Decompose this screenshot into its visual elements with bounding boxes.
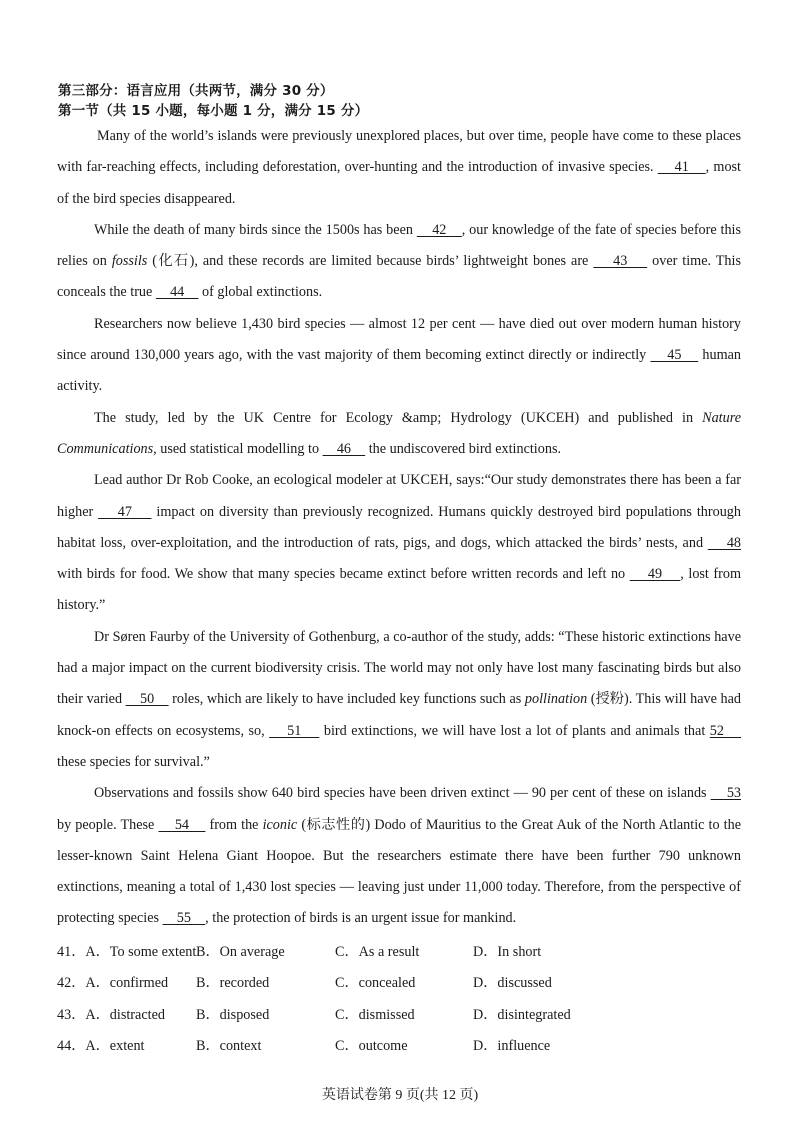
option-d: D．influence [473, 1037, 551, 1054]
blank-54: 54 [158, 816, 206, 833]
blank-45: 45 [650, 347, 699, 364]
text: the undiscovered bird extinctions. [365, 440, 562, 457]
page-footer: 英语试卷第 9 页(共 12 页) [321, 1088, 479, 1103]
option-b: B．recorded [196, 975, 270, 992]
option-b: B．context [196, 1037, 262, 1054]
blank-51: 51 [269, 722, 320, 739]
text: roles, which are likely to have included key functions such as [168, 691, 525, 708]
text: , used statistical modelling to [153, 440, 323, 457]
paragraph-3 [57, 309, 741, 403]
text: (化石), and these records are limited because birds’ lightweight bones are [147, 253, 594, 270]
journal-name: Nature Communications [57, 409, 741, 457]
term-pollination: pollination [524, 691, 588, 708]
text: by people. These [57, 816, 159, 833]
text: Many of the world’s islands were previously unexplored places, but over time, people have come to these places with far-reaching effects, including deforestation, over-hunting and the introduction of invasive species. [57, 128, 741, 176]
option-d: D．discussed [473, 975, 552, 992]
paragraph-2 [57, 215, 741, 309]
option-d: D．disintegrated [473, 1006, 571, 1023]
text: , most of the bird species disappeared. [57, 159, 742, 207]
paragraph-1 [57, 121, 741, 215]
text: impact on diversity than previously recognized. Humans quickly destroyed bird populations through habitat loss, over-exploitation, and the introduction of rats, pigs, and dogs, which attacked the birds’ nests, and [57, 503, 741, 551]
text: (标志性的) Dodo of Mauritius to the Great Auk of the North Atlantic to the lesser-known Saint Helena Giant Hoopoe. But the researchers estimate there have been further 790 unknown extinctions, meaning a total of 1,430 lost species — leaving just under 11,000 today. Therefore, from the perspective of protecting species [57, 816, 742, 927]
paragraph-6 [57, 622, 741, 778]
option-c: C．As a result [335, 944, 420, 960]
text: Lead author Dr Rob Cooke, an ecological modeler at UKCEH, says:“Our study demonstrates there has been a far higher [57, 472, 741, 520]
blank-52: 52 [709, 722, 741, 739]
text: Dr Søren Faurby of the University of Gothenburg, a co-author of the study, adds: “These historic extinctions have had a major impact on the current biodiversity crisis. The world may not only have lost many fascinating birds but also their varied [57, 628, 741, 708]
text: The study, led by the UK Centre for Ecology &amp; Hydrology (UKCEH) and published in [94, 409, 703, 426]
option-a: 42．A．confirmed [57, 975, 169, 992]
text: , lost from history.” [57, 566, 742, 614]
text: these species for survival.” [57, 753, 210, 770]
option-b: B．On average [196, 944, 285, 960]
question-41-options [57, 937, 741, 968]
text: from the [205, 816, 263, 833]
term-iconic: iconic [262, 816, 298, 833]
blank-41: 41 [657, 159, 706, 176]
blank-46: 46 [322, 440, 366, 457]
option-a: 43．A．distracted [57, 1006, 165, 1023]
option-c: C．outcome [335, 1037, 408, 1054]
text: human activity. [57, 347, 741, 395]
text: Observations and fossils show 640 bird species have been driven extinct — 90 per cent of these on islands [94, 785, 711, 802]
blank-49: 49 [629, 566, 681, 583]
blank-47: 47 [98, 503, 152, 520]
blank-50: 50 [125, 691, 169, 708]
option-d: D．In short [473, 944, 542, 960]
question-43-options [57, 1000, 741, 1031]
question-44-options [57, 1031, 741, 1062]
section-title: 第三部分：语言应用（共两节，满分 30 分） [58, 83, 334, 99]
blank-43: 43 [593, 253, 648, 270]
option-a: 41．A．To some extent [57, 944, 197, 960]
text: , our knowledge of the fate of species before this relies on [57, 221, 742, 270]
question-42-options [57, 968, 741, 999]
paragraph-7 [57, 778, 741, 934]
section-subtitle: 第一节（共 15 小题，每小题 1 分，满分 15 分） [58, 103, 369, 119]
option-c: C．dismissed [335, 1006, 415, 1023]
text: (授粉). This will have had knock-on effects on ecosystems, so, [57, 691, 741, 739]
text: with birds for food. We show that many species became extinct before written records and left no [57, 566, 630, 583]
option-c: C．concealed [335, 975, 416, 992]
text: Researchers now believe 1,430 bird species — almost 12 per cent — have died out over modern human history since around 130,000 years ago, with the vast majority of them becoming extinct directly or indirectly [57, 315, 741, 364]
option-a: 44．A．extent [57, 1037, 145, 1054]
blank-48: 48 [707, 534, 742, 551]
text: of global extinctions. [198, 284, 323, 301]
paragraph-4 [57, 403, 741, 466]
paragraph-5 [57, 465, 741, 621]
answer-options [57, 937, 741, 1062]
cloze-passage [57, 121, 741, 935]
text: , the protection of birds is an urgent issue for mankind. [205, 910, 517, 927]
option-b: B．disposed [196, 1006, 270, 1023]
blank-55: 55 [162, 910, 206, 927]
text: over time. This conceals the true [57, 253, 741, 301]
blank-53: 53 [710, 785, 742, 802]
text: While the death of many birds since the 1500s has been [94, 221, 417, 238]
blank-42: 42 [416, 221, 462, 238]
text: bird extinctions, we will have lost a lot of plants and animals that [319, 722, 710, 739]
blank-44: 44 [155, 284, 199, 301]
term-fossils: fossils [111, 253, 148, 270]
